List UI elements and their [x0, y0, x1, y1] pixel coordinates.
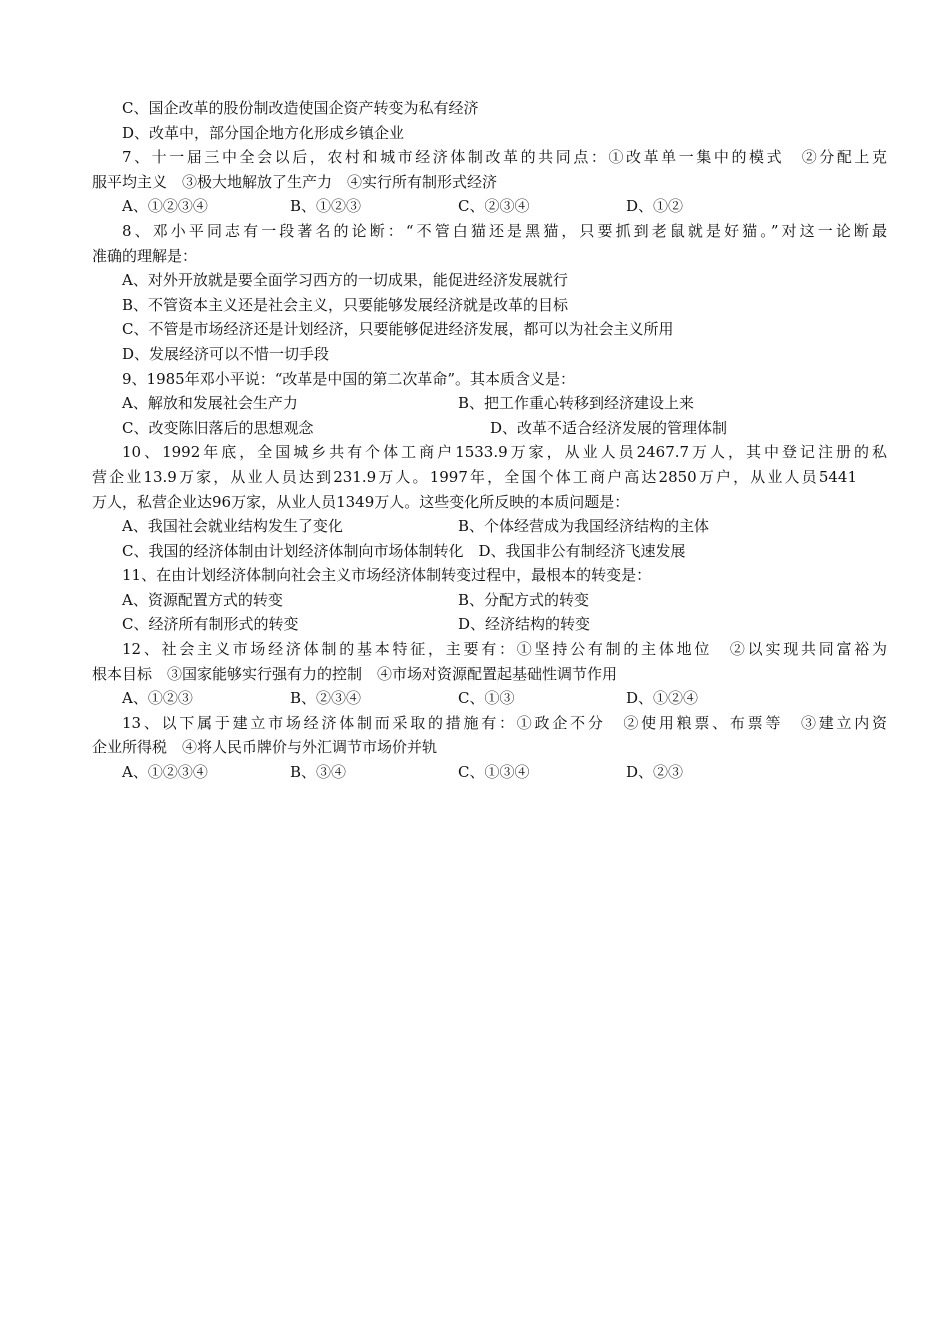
answer-options-row [0, 588, 950, 613]
text-line [0, 268, 950, 293]
text-line [0, 121, 950, 146]
text-line [0, 293, 950, 318]
answer-options-row [0, 686, 950, 711]
answer-option: A、①②③④ [122, 197, 208, 216]
answer-option: C、经济所有制形式的转变 [122, 615, 299, 634]
text-line [0, 539, 950, 564]
answer-option: A、①②③④ [122, 763, 208, 782]
line-text: 8、邓小平同志有一段著名的论断：“不管白猫还是黑猫，只要抓到老鼠就是好猫。”对这一论断最 [122, 221, 887, 240]
answer-options-row [0, 194, 950, 219]
question-list [0, 96, 950, 785]
line-text: 10、1992年底，全国城乡共有个体工商户1533.9万家，从业人员2467.7万人，其中登记注册的私 [122, 443, 887, 462]
answer-option: D、改革不适合经济发展的管理体制 [490, 418, 728, 437]
answer-options-row [0, 612, 950, 637]
answer-option: A、解放和发展社会生产力 [122, 394, 298, 413]
text-line [0, 244, 950, 269]
line-text: D、发展经济可以不惜一切手段 [122, 344, 330, 363]
answer-option: C、①③ [458, 689, 515, 708]
answer-option: A、①②③ [122, 689, 193, 708]
line-text: 准确的理解是： [92, 246, 198, 265]
answer-option: A、我国社会就业结构发生了变化 [122, 517, 343, 536]
answer-option: B、把工作重心转移到经济建设上来 [458, 394, 695, 413]
text-line [0, 637, 950, 662]
line-text: 7、十一届三中全会以后，农村和城市经济体制改革的共同点：①改革单一集中的模式 ②分配上克 [122, 148, 887, 167]
text-line [0, 367, 950, 392]
text-line [0, 145, 950, 170]
answer-option: D、①② [626, 197, 684, 216]
line-text: 企业所得税 ④将人民币牌价与外汇调节市场价并轨 [92, 738, 438, 757]
text-line [0, 440, 950, 465]
answer-option: B、②③④ [290, 689, 362, 708]
answer-option: B、①②③ [290, 197, 362, 216]
answer-option: C、改变陈旧落后的思想观念 [122, 418, 314, 437]
answer-options-row [0, 416, 950, 441]
answer-options-row [0, 391, 950, 416]
line-text: 根本目标 ③国家能够实行强有力的控制 ④市场对资源配置起基础性调节作用 [92, 664, 618, 683]
answer-option: D、②③ [626, 763, 684, 782]
text-line [0, 96, 950, 121]
line-text: A、对外开放就是要全面学习西方的一切成果，能促进经济发展就行 [122, 271, 568, 290]
line-text: B、不管资本主义还是社会主义，只要能够发展经济就是改革的目标 [122, 295, 569, 314]
text-line [0, 711, 950, 736]
answer-options-row [0, 760, 950, 785]
text-line [0, 735, 950, 760]
answer-option: B、③④ [290, 763, 347, 782]
line-text: 12、社会主义市场经济体制的基本特征，主要有：①坚持公有制的主体地位 ②以实现共同富裕为 [122, 640, 887, 659]
text-line [0, 490, 950, 515]
answer-option: B、个体经营成为我国经济结构的主体 [458, 517, 710, 536]
text-line [0, 563, 950, 588]
line-text: C、我国的经济体制由计划经济体制向市场体制转化 D、我国非公有制经济飞速发展 [122, 541, 686, 560]
line-text: 13、以下属于建立市场经济体制而采取的措施有：①政企不分 ②使用粮票、布票等 ③建立内资 [122, 713, 887, 732]
line-text: D、改革中，部分国企地方化形成乡镇企业 [122, 123, 405, 142]
line-text: 9、1985年邓小平说：“改革是中国的第二次革命”。其本质含义是： [122, 369, 576, 388]
line-text: 营企业13.9万家，从业人员达到231.9万人。1997年，全国个体工商户高达2850万户，从业人员5441 [92, 467, 857, 486]
text-line [0, 317, 950, 342]
text-line [0, 465, 950, 490]
line-text: 11、在由计划经济体制向社会主义市场经济体制转变过程中，最根本的转变是： [122, 566, 652, 585]
answer-option: D、经济结构的转变 [458, 615, 591, 634]
answer-option: B、分配方式的转变 [458, 590, 590, 609]
line-text: C、国企改革的股份制改造使国企资产转变为私有经济 [122, 99, 479, 117]
line-text: C、不管是市场经济还是计划经济，只要能够促进经济发展，都可以为社会主义所用 [122, 320, 674, 339]
text-line [0, 342, 950, 367]
answer-option: C、①③④ [458, 763, 530, 782]
text-line [0, 170, 950, 195]
text-line [0, 219, 950, 244]
answer-option: D、①②④ [626, 689, 699, 708]
answer-option: A、资源配置方式的转变 [122, 590, 283, 609]
answer-options-row [0, 514, 950, 539]
answer-option: C、②③④ [458, 197, 530, 216]
text-line [0, 662, 950, 687]
line-text: 万人，私营企业达96万家，从业人员1349万人。这些变化所反映的本质问题是： [92, 492, 630, 511]
line-text: 服平均主义 ③极大地解放了生产力 ④实行所有制形式经济 [92, 172, 498, 191]
